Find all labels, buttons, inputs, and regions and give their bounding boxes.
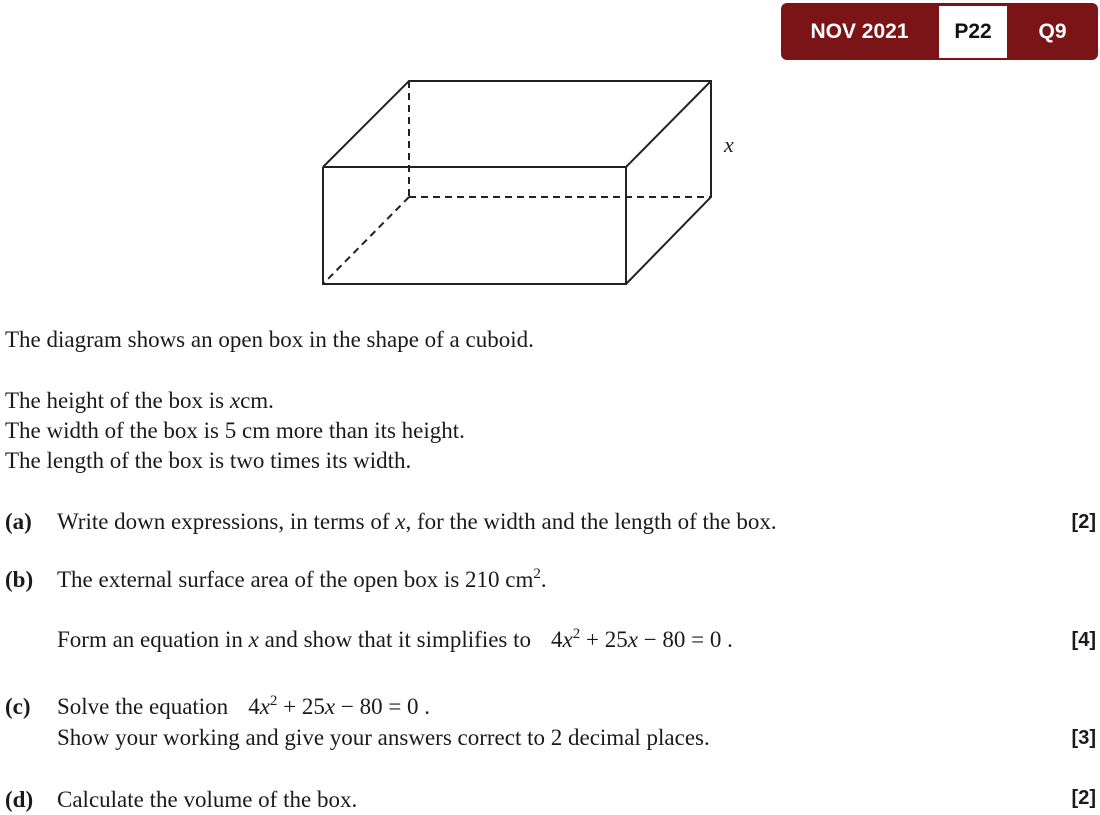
part-c-label: (c) (5, 694, 31, 719)
intro-line-2: The height of the box is xcm. (5, 388, 274, 413)
paper-number: P22 (939, 6, 1007, 58)
part-a-marks: [2] (1071, 511, 1096, 533)
open-box-diagram (300, 60, 760, 305)
part-b-text-1: The external surface area of the open box is 210 $cm^2$. (57, 566, 547, 592)
equation-c: $4x^2 + 25x - 80 = 0$ . (248, 693, 431, 719)
part-c-marks: [3] (1071, 727, 1096, 749)
hidden-diagonal-edge (323, 197, 409, 284)
equation-b: $4x^2 + 25x - 80 = 0$ . (551, 626, 733, 652)
box-top-back-edges (323, 81, 711, 284)
part-d-marks: [2] (1071, 787, 1096, 809)
box-front-face (323, 167, 626, 284)
part-b-label: (b) (5, 567, 34, 592)
exam-date: NOV 2021 (810, 20, 909, 43)
question-number: Q9 (1038, 20, 1067, 43)
height-label: x (724, 132, 734, 157)
intro-line-4: The length of the box is two times its width. (5, 448, 412, 473)
part-b-marks: [4] (1071, 629, 1096, 651)
part-d-text: Calculate the volume of the box. (57, 787, 358, 812)
part-b-text-2: Form an equation in x and show that it simplifies to $4x^2 + 25x - 80 = 0$ . (57, 626, 733, 652)
part-a-label: (a) (5, 509, 32, 534)
question-badge (781, 3, 1098, 60)
part-c-text-2: Show your working and give your answers correct to 2 decimal places. (57, 725, 710, 750)
intro-line-1: The diagram shows an open box in the shape of a cuboid. (5, 327, 534, 352)
part-d-label: (d) (5, 787, 34, 812)
intro-line-3: The width of the box is 5 cm more than its height. (5, 418, 465, 443)
part-c-text-1: Solve the equation $4x^2 + 25x - 80 = 0$ . (57, 693, 431, 719)
box-top-right-edge (626, 81, 711, 167)
part-a-text: Write down expressions, in terms of x, for the width and the length of the box. (57, 509, 777, 534)
